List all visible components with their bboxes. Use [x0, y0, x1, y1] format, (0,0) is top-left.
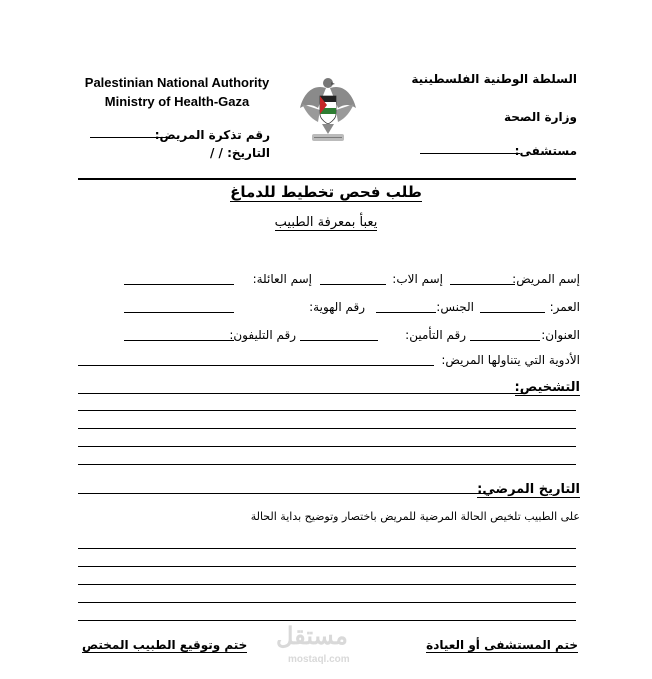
header-ticket-label: رقم تذكرة المريض:	[154, 128, 270, 142]
line-phone-number[interactable]	[124, 340, 234, 341]
ticket-line	[90, 137, 170, 138]
line-age[interactable]	[480, 312, 545, 313]
label-id-number: رقم الهوية:	[309, 300, 365, 314]
line-id-number[interactable]	[124, 312, 234, 313]
header-divider	[78, 178, 576, 180]
hospital-line	[420, 153, 520, 154]
history-line-1[interactable]	[78, 493, 490, 494]
label-age: العمر:	[549, 300, 580, 314]
section-medical-history: التاريخ المرضي:	[477, 482, 580, 497]
line-medications[interactable]	[78, 365, 434, 366]
hospital-stamp-label: ختم المستشفى أو العيادة	[426, 638, 578, 652]
label-family-name: إسم العائلة:	[252, 272, 312, 286]
label-insurance-number: رقم التأمين:	[405, 328, 466, 342]
palestine-emblem-icon	[296, 74, 360, 146]
line-insurance-number[interactable]	[300, 340, 378, 341]
header-ar-ministry: وزارة الصحة	[503, 110, 577, 124]
label-phone-number: رقم التليفون:	[229, 328, 296, 342]
label-father-name: إسم الاب:	[392, 272, 443, 286]
header-en-authority: Palestinian National Authority	[84, 75, 270, 90]
line-father-name[interactable]	[320, 284, 386, 285]
form-subtitle: يعبأ بمعرفة الطبيب	[274, 215, 378, 230]
section-diagnosis: التشخيص:	[514, 380, 580, 395]
form-title: طلب فحص تخطيط للدماغ	[230, 183, 422, 201]
diagnosis-line-4[interactable]	[78, 446, 576, 447]
history-line-2[interactable]	[78, 548, 576, 549]
line-patient-name[interactable]	[450, 284, 515, 285]
header-ar-authority: السلطة الوطنية الفلسطينية	[411, 72, 577, 86]
history-line-6[interactable]	[78, 620, 576, 621]
header-ar-hospital-label: مستشفى:	[514, 144, 577, 158]
diagnosis-line-1[interactable]	[78, 393, 524, 394]
doctor-stamp-label: ختم وتوقيع الطبيب المختص	[82, 638, 248, 652]
history-line-5[interactable]	[78, 602, 576, 603]
diagnosis-line-2[interactable]	[78, 410, 576, 411]
history-line-3[interactable]	[78, 566, 576, 567]
history-instruction: على الطبيب تلخيص الحالة المرضية للمريض باختصار وتوضيح بداية الحالة	[250, 510, 580, 523]
line-address[interactable]	[470, 340, 540, 341]
line-family-name[interactable]	[124, 284, 234, 285]
label-address: العنوان:	[541, 328, 580, 342]
watermark-logo-ar: مستقل	[276, 623, 348, 650]
line-sex[interactable]	[376, 312, 436, 313]
watermark-logo-en: mostaql.com	[288, 654, 350, 665]
header-date-label: التاريخ: / /	[209, 146, 270, 160]
history-line-4[interactable]	[78, 584, 576, 585]
label-patient-name: إسم المريض:	[512, 272, 580, 286]
label-medications: الأدوية التي يتناولها المريض:	[441, 353, 580, 367]
diagnosis-line-5[interactable]	[78, 464, 576, 465]
diagnosis-line-3[interactable]	[78, 428, 576, 429]
header-en-ministry: Ministry of Health-Gaza	[104, 94, 250, 109]
label-sex: الجنس:	[436, 300, 474, 314]
